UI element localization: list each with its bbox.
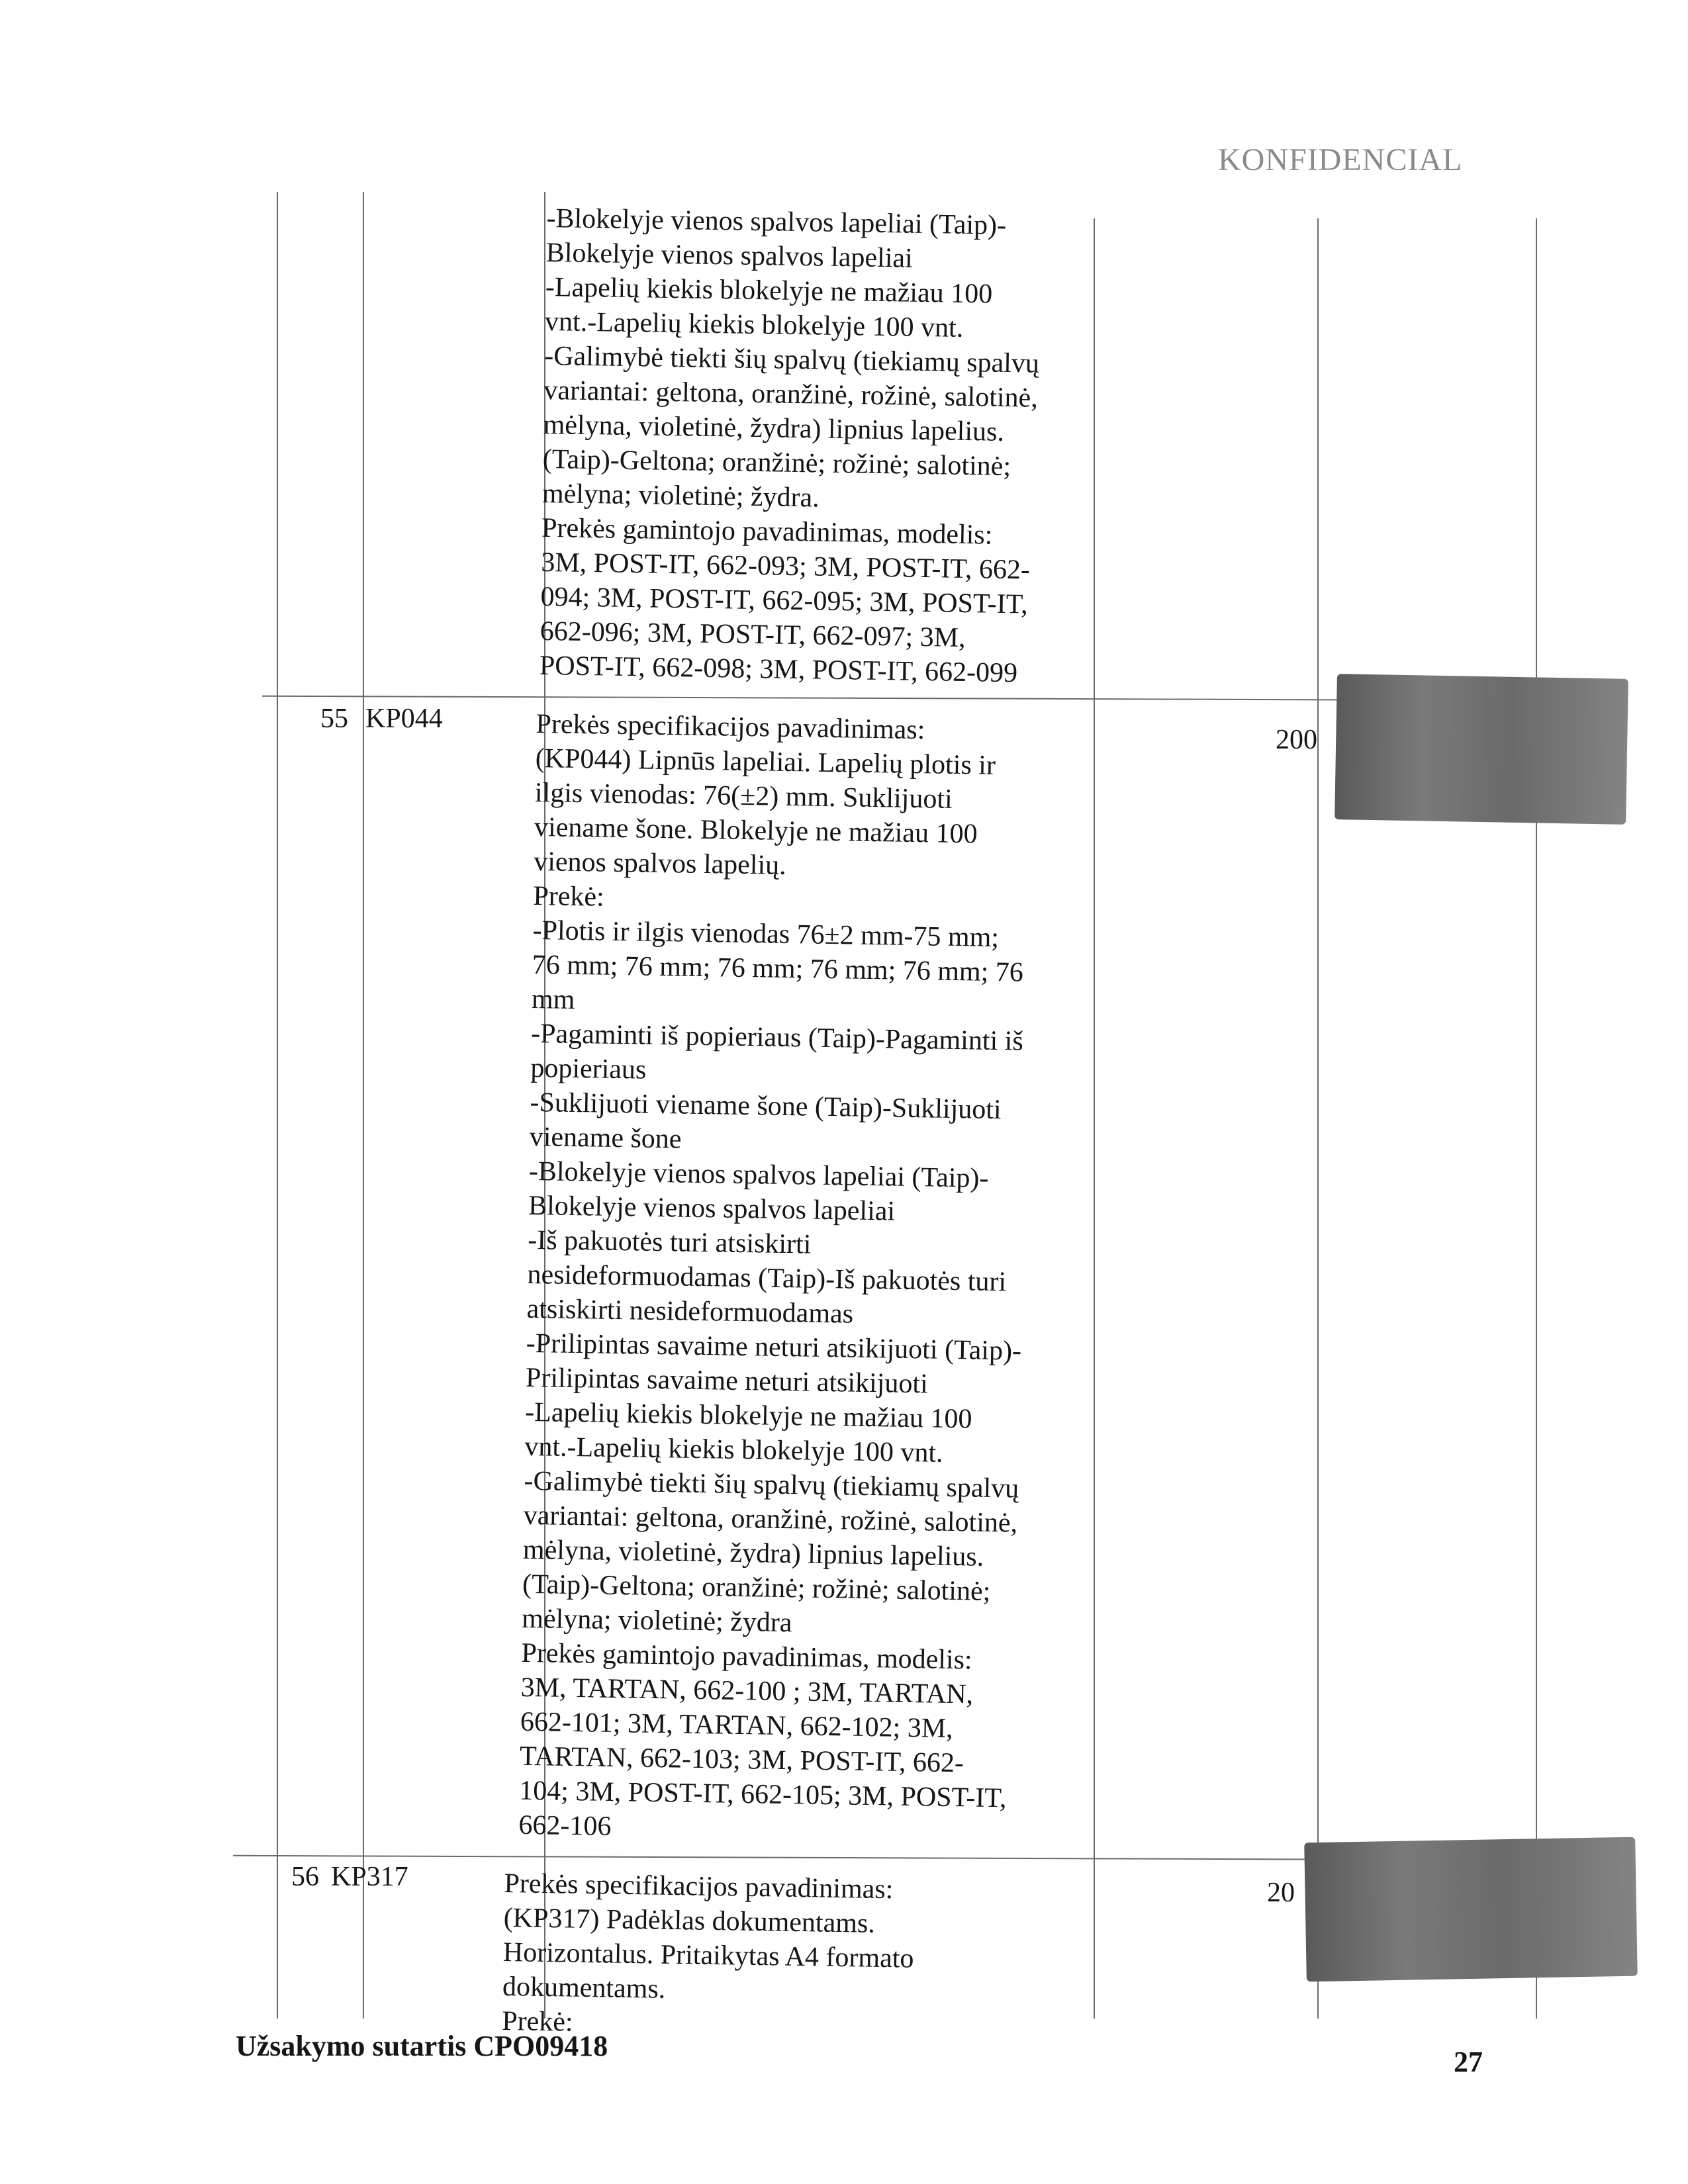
desc-line: (Taip)-Geltona; oranžinė; rožinė; salotinė; bbox=[522, 1569, 991, 1607]
desc-line: dokumentams. bbox=[502, 1971, 666, 2005]
contract-title: Užsakymo sutartis CPO09418 bbox=[236, 2030, 608, 2062]
desc-line: Horizontalus. Pritaikytas A4 formato bbox=[502, 1936, 914, 1974]
desc-line: -Lapelių kiekis blokelyje ne mažiau 100 bbox=[524, 1396, 972, 1435]
desc-line: viename šone bbox=[529, 1121, 682, 1155]
desc-line: variantai: geltona, oranžinė, rožinė, salotinė, bbox=[523, 1500, 1018, 1539]
desc-line: 3M, POST-IT, 662-093; 3M, POST-IT, 662- bbox=[541, 547, 1031, 586]
item-code: KP317 bbox=[331, 1862, 408, 1892]
desc-line: POST-IT, 662-098; 3M, POST-IT, 662-099 bbox=[539, 650, 1018, 689]
desc-line: vnt.-Lapelių kiekis blokelyje 100 vnt. bbox=[544, 306, 964, 343]
desc-line: -Lapelių kiekis blokelyje ne mažiau 100 bbox=[545, 271, 993, 310]
desc-line: mėlyna; violetinė; žydra bbox=[521, 1603, 792, 1639]
quantity: 200 bbox=[1276, 725, 1317, 755]
desc-line: Blokelyje vienos spalvos lapeliai bbox=[528, 1190, 896, 1227]
desc-line: mėlyna, violetinė, žydra) lipnius lapelius. bbox=[522, 1534, 984, 1572]
desc-line: (KP317) Padėklas dokumentams. bbox=[503, 1902, 876, 1939]
desc-line: vienos spalvos lapelių. bbox=[533, 846, 787, 881]
row-divider-55 bbox=[262, 696, 1500, 702]
row-divider-56 bbox=[233, 1855, 1444, 1860]
redaction-stamp bbox=[1304, 1837, 1638, 1982]
desc-line: (KP044) Lipnūs lapeliai. Lapelių plotis ir bbox=[535, 743, 996, 781]
column-divider-qty bbox=[1317, 218, 1319, 2019]
desc-line: Blokelyje vienos spalvos lapeliai bbox=[545, 237, 914, 274]
desc-line: -Galimybė tiekti šių spalvų (tiekiamų spalvų bbox=[543, 340, 1040, 379]
desc-line: viename šone. Blokelyje ne mažiau 100 bbox=[534, 811, 978, 850]
desc-line: Prekė: bbox=[501, 2005, 573, 2038]
desc-line: 662-096; 3M, POST-IT, 662-097; 3M, bbox=[539, 615, 966, 654]
desc-line: ilgis vienodas: 76(±2) mm. Suklijuoti bbox=[534, 777, 953, 815]
desc-line: -Plotis ir ilgis vienodas 76±2 mm-75 mm; bbox=[532, 915, 1000, 954]
redaction-stamp bbox=[1335, 674, 1628, 825]
desc-line: -Suklijuoti viename šone (Taip)-Suklijuoti bbox=[530, 1087, 1002, 1126]
desc-line: -Prilipintas savaime neturi atsikijuoti (Taip)- bbox=[526, 1328, 1022, 1367]
desc-line: mėlyna, violetinė, žydra) lipnius lapelius. bbox=[543, 409, 1005, 447]
desc-line: -Galimybė tiekti šių spalvų (tiekiamų spalvų bbox=[524, 1465, 1019, 1504]
desc-line: Prekės specifikacijos pavadinimas: bbox=[504, 1868, 894, 1905]
desc-line: -Blokelyje vienos spalvos lapeliai (Taip)- bbox=[546, 203, 1007, 241]
table-border-right bbox=[1536, 218, 1537, 2019]
desc-line: 662-101; 3M, TARTAN, 662-102; 3M, bbox=[520, 1706, 953, 1745]
column-divider-code bbox=[363, 192, 364, 2019]
desc-line: Prekė: bbox=[533, 880, 605, 913]
continuation-description bbox=[539, 201, 1042, 691]
desc-line: Prilipintas savaime neturi atsikijuoti bbox=[525, 1362, 929, 1400]
desc-line: -Blokelyje vienos spalvos lapeliai (Taip)- bbox=[528, 1156, 989, 1194]
desc-line: Prekės specifikacijos pavadinimas: bbox=[536, 708, 925, 746]
desc-line: Prekės gamintojo pavadinimas, modelis: bbox=[521, 1637, 973, 1676]
desc-line: vnt.-Lapelių kiekis blokelyje 100 vnt. bbox=[524, 1431, 943, 1469]
desc-line: Prekės gamintojo pavadinimas, modelis: bbox=[541, 512, 993, 551]
desc-line: 662-106 bbox=[518, 1809, 612, 1842]
desc-line: (Taip)-Geltona; oranžinė; rožinė; salotinė; bbox=[542, 443, 1011, 482]
desc-line: 3M, TARTAN, 662-100 ; 3M, TARTAN, bbox=[520, 1672, 974, 1710]
desc-line: popieriaus bbox=[530, 1052, 647, 1085]
item-description bbox=[518, 707, 1031, 1850]
confidential-label: KONFIDENCIAL bbox=[1218, 142, 1463, 177]
item-code: KP044 bbox=[365, 704, 443, 734]
column-divider-unit bbox=[1094, 218, 1095, 2019]
desc-line: 104; 3M, POST-IT, 662-105; 3M, POST-IT, bbox=[518, 1775, 1007, 1814]
desc-line: mm bbox=[531, 983, 575, 1015]
desc-line: TARTAN, 662-103; 3M, POST-IT, 662- bbox=[519, 1741, 964, 1779]
desc-line: 094; 3M, POST-IT, 662-095; 3M, POST-IT, bbox=[540, 581, 1029, 620]
row-number: 56 bbox=[291, 1862, 319, 1892]
desc-line: -Pagaminti iš popieriaus (Taip)-Pagaminti iš bbox=[530, 1018, 1024, 1057]
table-border-left bbox=[277, 192, 278, 2019]
item-description bbox=[502, 1866, 915, 2045]
desc-line: mėlyna; violetinė; žydra. bbox=[541, 478, 820, 514]
desc-line: nesideformuodamas (Taip)-Iš pakuotės turi bbox=[527, 1259, 1007, 1298]
quantity: 20 bbox=[1267, 1878, 1295, 1908]
desc-line: -Iš pakuotės turi atsiskirti bbox=[527, 1224, 812, 1260]
desc-line: atsiskirti nesideformuodamas bbox=[526, 1293, 854, 1330]
desc-line: variantai: geltona, oranžinė, rožinė, salotinė, bbox=[543, 375, 1039, 414]
page-number: 27 bbox=[1454, 2046, 1483, 2078]
desc-line: 76 mm; 76 mm; 76 mm; 76 mm; 76 mm; 76 bbox=[532, 949, 1024, 988]
row-number: 55 bbox=[320, 704, 348, 734]
